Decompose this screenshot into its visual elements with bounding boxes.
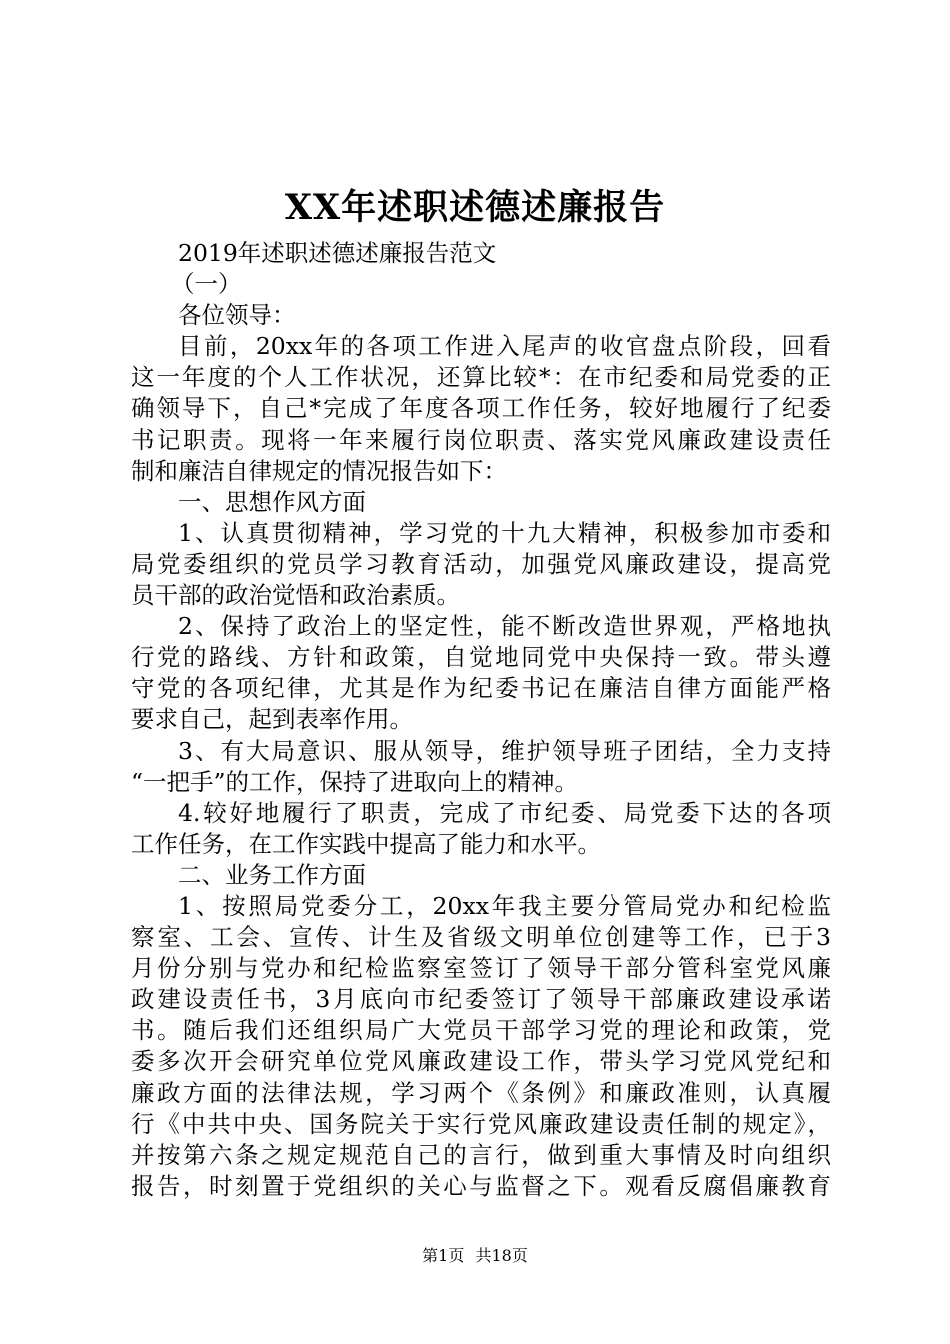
paragraph-line: 1、认真贯彻精神，学习党的十九大精神，积极参加市委和: [178, 518, 831, 547]
paragraph-line: 制和廉洁自律规定的情况报告如下：: [131, 456, 507, 485]
paragraph-line: 2、保持了政治上的坚定性，能不断改造世界观，严格地执: [178, 612, 831, 641]
paragraph-line: 1、按照局党委分工，20xx年我主要分管局党办和纪检监: [178, 891, 831, 920]
paragraph-line: 察室、工会、宣传、计生及省级文明单位创建等工作，已于3: [131, 923, 831, 952]
paragraph-line: 书记职责。现将一年来履行岗位职责、落实党风廉政建设责任: [131, 425, 831, 454]
document-title: XX年述职述德述廉报告: [284, 187, 666, 228]
paragraph-line: 行党的路线、方针和政策，自觉地同党中央保持一致。带头遵: [131, 643, 831, 672]
paragraph-line: 各位领导：: [178, 301, 296, 330]
page-number: 第1页: [422, 1246, 465, 1265]
paragraph-line: 确领导下，自己*完成了年度各项工作任务，较好地履行了纪委: [131, 394, 831, 423]
paragraph-line: 委多次开会研究单位党风廉政建设工作，带头学习党风党纪和: [131, 1047, 831, 1076]
paragraph-line: 2019年述职述德述廉报告范文: [178, 239, 497, 267]
paragraph-line: （一）: [171, 270, 242, 299]
paragraph-line: 要求自己，起到表率作用。: [131, 705, 413, 734]
paragraph-line: 政建设责任书，3月底向市纪委签订了领导干部廉政建设承诺: [131, 985, 831, 1014]
paragraph-line: 3、有大局意识、服从领导，维护领导班子团结，全力支持: [178, 736, 831, 765]
page-footer: [0, 1243, 950, 1266]
paragraph-line: 这一年度的个人工作状况，还算比较*：在市纪委和局党委的正: [131, 363, 831, 392]
page-total: 共18页: [475, 1246, 528, 1265]
paragraph-line: 行《中共中央、国务院关于实行党风廉政建设责任制的规定》，: [131, 1109, 831, 1138]
paragraph-line: 书。随后我们还组织局广大党员干部学习党的理论和政策，党: [131, 1016, 831, 1045]
paragraph-line: 员干部的政治觉悟和政治素质。: [131, 581, 460, 610]
document-body: [131, 238, 831, 1202]
paragraph-line: 月份分别与党办和纪检监察室签订了领导干部分管科室党风廉: [131, 954, 831, 983]
paragraph-line: “一把手”的工作，保持了进取向上的精神。: [131, 767, 579, 796]
paragraph-line: 工作任务，在工作实践中提高了能力和水平。: [131, 829, 601, 858]
paragraph-line: 一、思想作风方面: [178, 487, 366, 516]
paragraph-line: 廉政方面的法律法规，学习两个《条例》和廉政准则，认真履: [131, 1078, 831, 1107]
paragraph-line: 局党委组织的党员学习教育活动，加强党风廉政建设，提高党: [131, 549, 831, 578]
paragraph-line: 目前，20xx年的各项工作进入尾声的收官盘点阶段，回看: [178, 332, 831, 361]
paragraph-line: 4.较好地履行了职责，完成了市纪委、局党委下达的各项: [178, 798, 831, 827]
paragraph-line: 二、业务工作方面: [178, 860, 366, 889]
paragraph-line: 报告，时刻置于党组织的关心与监督之下。观看反腐倡廉教育: [131, 1171, 831, 1200]
paragraph-line: 并按第六条之规定规范自己的言行，做到重大事情及时向组织: [131, 1140, 831, 1169]
paragraph-line: 守党的各项纪律，尤其是作为纪委书记在廉洁自律方面能严格: [131, 674, 831, 703]
